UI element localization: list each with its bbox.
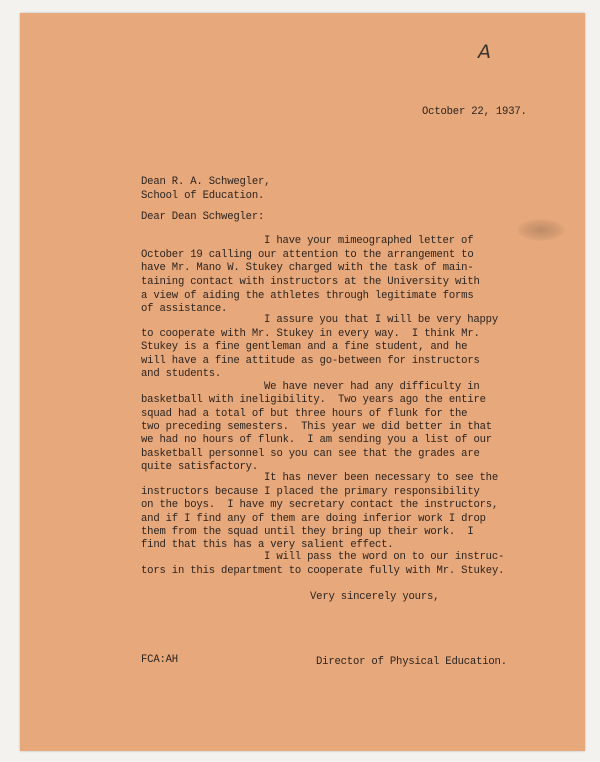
paragraph-1-line: taining contact with instructors at the University with (141, 276, 480, 288)
paragraph-1-line: have Mr. Mano W. Stukey charged with the task of main- (141, 262, 474, 274)
letter-page (20, 13, 585, 751)
recipient-name: Dean R. A. Schwegler, (141, 176, 271, 188)
paragraph-2-line: to cooperate with Mr. Stukey in every way. I think Mr. (141, 328, 480, 340)
paragraph-4-line: It has never been necessary to see the (264, 472, 498, 484)
paragraph-4-line: instructors because I placed the primary responsibility (141, 486, 480, 498)
paragraph-3-line: two preceding semesters. This year we did better in that (141, 421, 492, 433)
paragraph-2-line: Stukey is a fine gentleman and a fine student, and he (141, 341, 468, 353)
paragraph-1-line: of assistance. (141, 303, 228, 315)
paragraph-3-line: basketball personnel so you can see that the grades are (141, 448, 480, 460)
paragraph-3-line: quite satisfactory. (141, 461, 258, 473)
paragraph-1-line: I have your mimeographed letter of (264, 235, 474, 247)
paragraph-3-line: basketball with ineligibility. Two years ago the entire (141, 394, 486, 406)
closing: Very sincerely yours, (310, 591, 440, 603)
handwritten-mark: A (478, 41, 491, 63)
paragraph-1-line: a view of aiding the athletes through legitimate forms (141, 290, 474, 302)
paragraph-2-line: I assure you that I will be very happy (264, 314, 498, 326)
stain-mark (517, 219, 565, 241)
paragraph-4-line: them from the squad until they bring up their work. I (141, 526, 474, 538)
salutation: Dear Dean Schwegler: (141, 211, 265, 223)
recipient-school: School of Education. (141, 190, 265, 202)
paragraph-3-line: we had no hours of flunk. I am sending you a list of our (141, 434, 492, 446)
paragraph-4-line: find that this has a very salient effect. (141, 539, 394, 551)
paragraph-1-line: October 19 calling our attention to the arrangement to (141, 249, 474, 261)
signature-title: Director of Physical Education. (316, 656, 507, 668)
paragraph-3-line: squad had a total of but three hours of flunk for the (141, 408, 468, 420)
paragraph-2-line: and students. (141, 368, 222, 380)
paragraph-5-line: I will pass the word on to our instruc- (264, 551, 505, 563)
paragraph-3-line: We have never had any difficulty in (264, 381, 480, 393)
paragraph-4-line: and if I find any of them are doing inferior work I drop (141, 513, 486, 525)
paragraph-2-line: will have a fine attitude as go-between for instructors (141, 355, 480, 367)
letter-date: October 22, 1937. (422, 106, 527, 118)
paragraph-5-line: tors in this department to cooperate fully with Mr. Stukey. (141, 565, 505, 577)
paragraph-4-line: on the boys. I have my secretary contact the instructors, (141, 499, 499, 511)
typist-initials: FCA:AH (141, 654, 178, 666)
